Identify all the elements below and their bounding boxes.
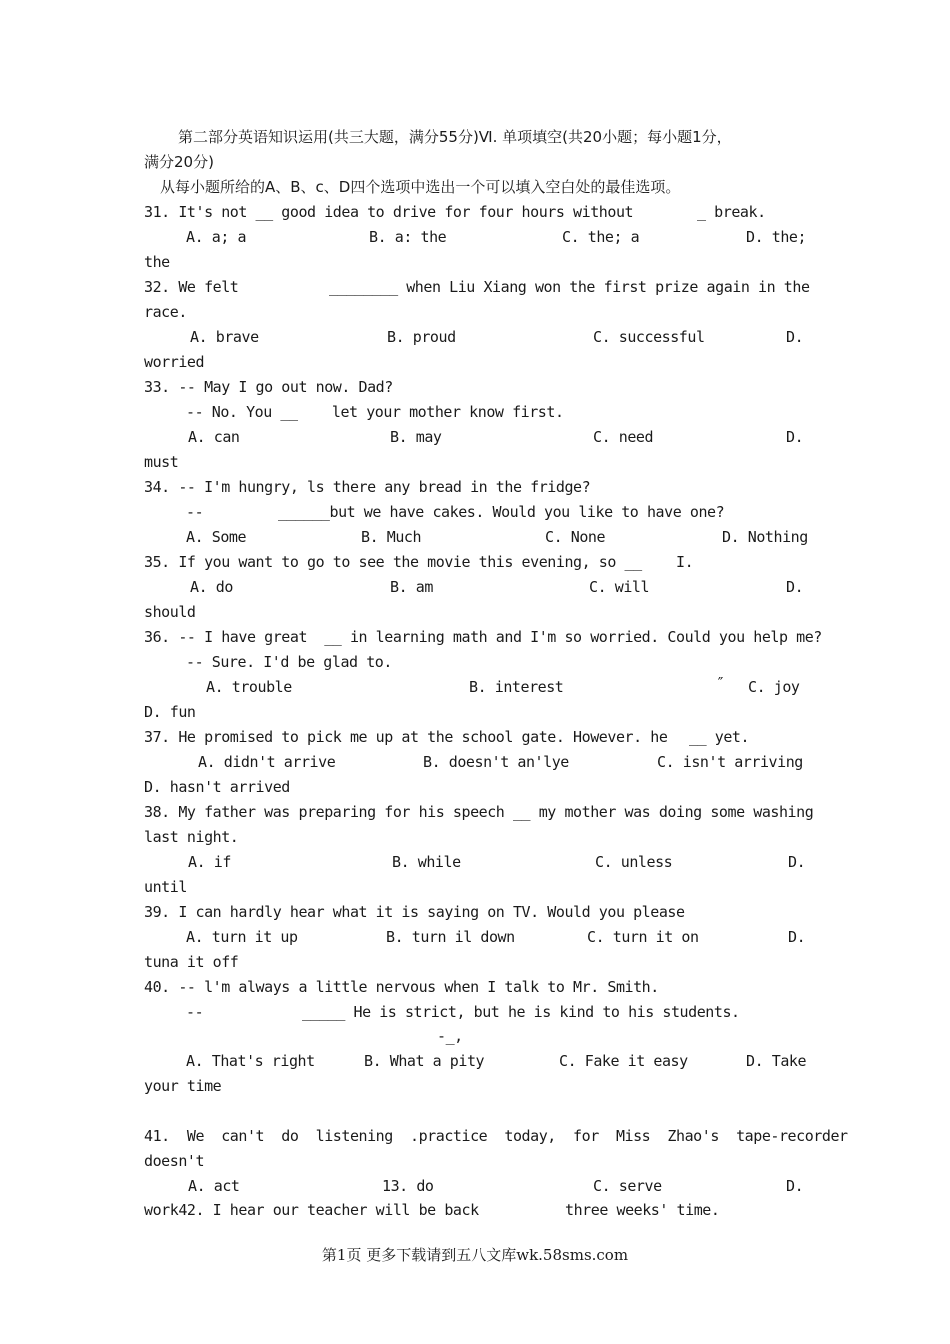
q40-reply: _____ He is strict, but he is kind to his students.	[302, 1003, 740, 1021]
q33-option-d-wrap: must	[144, 453, 179, 471]
q33-option-a: A. can	[188, 428, 240, 446]
q40-option-d-wrap: your time	[144, 1077, 222, 1095]
q41-stem: 41. We can't do listening .practice today, for Miss Zhao's tape-recorder	[144, 1127, 848, 1145]
q38-stem: 38. My father was preparing for his speech __ my mother was doing some washing	[144, 803, 814, 821]
q31-option-d-wrap: the	[144, 253, 170, 271]
q39-option-d: D.	[788, 928, 806, 946]
q37-option-d: D. hasn't arrived	[144, 778, 290, 796]
q40-option-a: A. That's right	[186, 1052, 315, 1070]
q40-option-d: D. Take	[746, 1052, 807, 1070]
q40-option-c: C. Fake it easy	[559, 1052, 688, 1070]
q40-stem: 40. -- l'm always a little nervous when I talk to Mr. Smith.	[144, 978, 659, 996]
q33-option-c: C. need	[593, 428, 654, 446]
q38-option-b: B. while	[392, 853, 461, 871]
q32-tail: ________ when Liu Xiang won the first prize again in the	[329, 278, 810, 296]
q36-stem: 36. -- I have great __ in learning math and I'm so worried. Could you help me?	[144, 628, 822, 646]
q31-stem: 31. It's not __ good idea to drive for four hours without	[144, 203, 634, 221]
q35-option-a: A. do	[190, 578, 233, 596]
q36-option-c: C. joy	[748, 678, 800, 696]
q33-option-b: B. may	[390, 428, 442, 446]
q41-option-b: 13. do	[382, 1177, 434, 1195]
q33-option-d: D.	[786, 428, 804, 446]
q37-option-b: B. doesn't an'lye	[423, 753, 569, 771]
q35-option-b: B. am	[390, 578, 433, 596]
q36-option-d: D. fun	[144, 703, 196, 721]
q40-option-b: B. What a pity	[364, 1052, 485, 1070]
q32-option-d: D.	[786, 328, 804, 346]
q41-option-a: A. act	[188, 1177, 240, 1195]
q37-stem: 37. He promised to pick me up at the school gate. However. he	[144, 728, 668, 746]
q42-lead: work42. I hear our teacher will be back	[144, 1201, 479, 1219]
q37-option-c: C. isn't arriving	[657, 753, 803, 771]
q32-option-b: B. proud	[387, 328, 456, 346]
q31-option-d: D. the;	[746, 228, 807, 246]
q34-option-a: A. Some	[186, 528, 247, 546]
q36-option-b: B. interest	[469, 678, 564, 696]
q32-stem-wrap: race.	[144, 303, 187, 321]
q36-reply: -- Sure. I'd be glad to.	[186, 653, 392, 671]
q32-stem: 32. We felt	[144, 278, 239, 296]
q34-option-c: C. None	[545, 528, 606, 546]
q31-option-a: A. a; a	[186, 228, 247, 246]
q39-option-d-wrap: tuna it off	[144, 953, 239, 971]
q36-option-a: A. trouble	[206, 678, 292, 696]
q38-option-d-wrap: until	[144, 878, 187, 896]
q32-option-a: A. brave	[190, 328, 259, 346]
section-title-line2: 满分20分)	[144, 153, 214, 171]
q41-stem-wrap: doesn't	[144, 1152, 205, 1170]
q33-stem: 33. -- May I go out now. Dad?	[144, 378, 393, 396]
q35-option-d-wrap: should	[144, 603, 196, 621]
q42-tail: three weeks' time.	[565, 1201, 720, 1219]
q41-option-d: D.	[786, 1177, 804, 1195]
q34-reply-dash: --	[186, 503, 204, 521]
q36-stray-mark: ″	[716, 674, 725, 692]
q35-stem: 35. If you want to go to see the movie this evening, so __ I.	[144, 553, 694, 571]
q41-option-c: C. serve	[593, 1177, 662, 1195]
q39-option-a: A. turn it up	[186, 928, 298, 946]
q38-stem-wrap: last night.	[144, 828, 239, 846]
q38-option-c: C. unless	[595, 853, 673, 871]
q32-option-c: C. successful	[593, 328, 705, 346]
q31-tail: _ break.	[697, 203, 766, 221]
page-footer: 第1页 更多下载请到五八文库wk.58sms.com	[321, 1246, 629, 1264]
q39-option-c: C. turn it on	[587, 928, 699, 946]
q39-option-b: B. turn il down	[386, 928, 515, 946]
q32-option-d-wrap: worried	[144, 353, 205, 371]
q40-reply-dash: --	[186, 1003, 204, 1021]
q34-stem: 34. -- I'm hungry, ls there any bread in the fridge?	[144, 478, 591, 496]
q39-stem: 39. I can hardly hear what it is saying on TV. Would you please	[144, 903, 685, 921]
section-title-line1: 第二部分英语知识运用(共三大题，满分55分)Ⅵ. 单项填空(共20小题；每小题1分，	[178, 128, 732, 146]
q34-reply: ______but we have cakes. Would you like to have one?	[278, 503, 725, 521]
q38-option-a: A. if	[188, 853, 231, 871]
q40-stray-mark: -_,	[437, 1027, 463, 1045]
q37-tail: __ yet.	[689, 728, 750, 746]
q35-option-d: D.	[786, 578, 804, 596]
q31-option-c: C. the; a	[562, 228, 640, 246]
section-instruction: 从每小题所给的A、B、c、D四个选项中选出一个可以填入空白处的最佳选项。	[160, 178, 681, 196]
q37-option-a: A. didn't arrive	[198, 753, 336, 771]
q35-option-c: C. will	[589, 578, 650, 596]
q31-option-b: B. a: the	[369, 228, 447, 246]
q34-option-b: B. Much	[361, 528, 422, 546]
q38-option-d: D.	[788, 853, 806, 871]
q33-reply: -- No. You __ let your mother know first.	[186, 403, 564, 421]
q34-option-d: D. Nothing	[722, 528, 808, 546]
